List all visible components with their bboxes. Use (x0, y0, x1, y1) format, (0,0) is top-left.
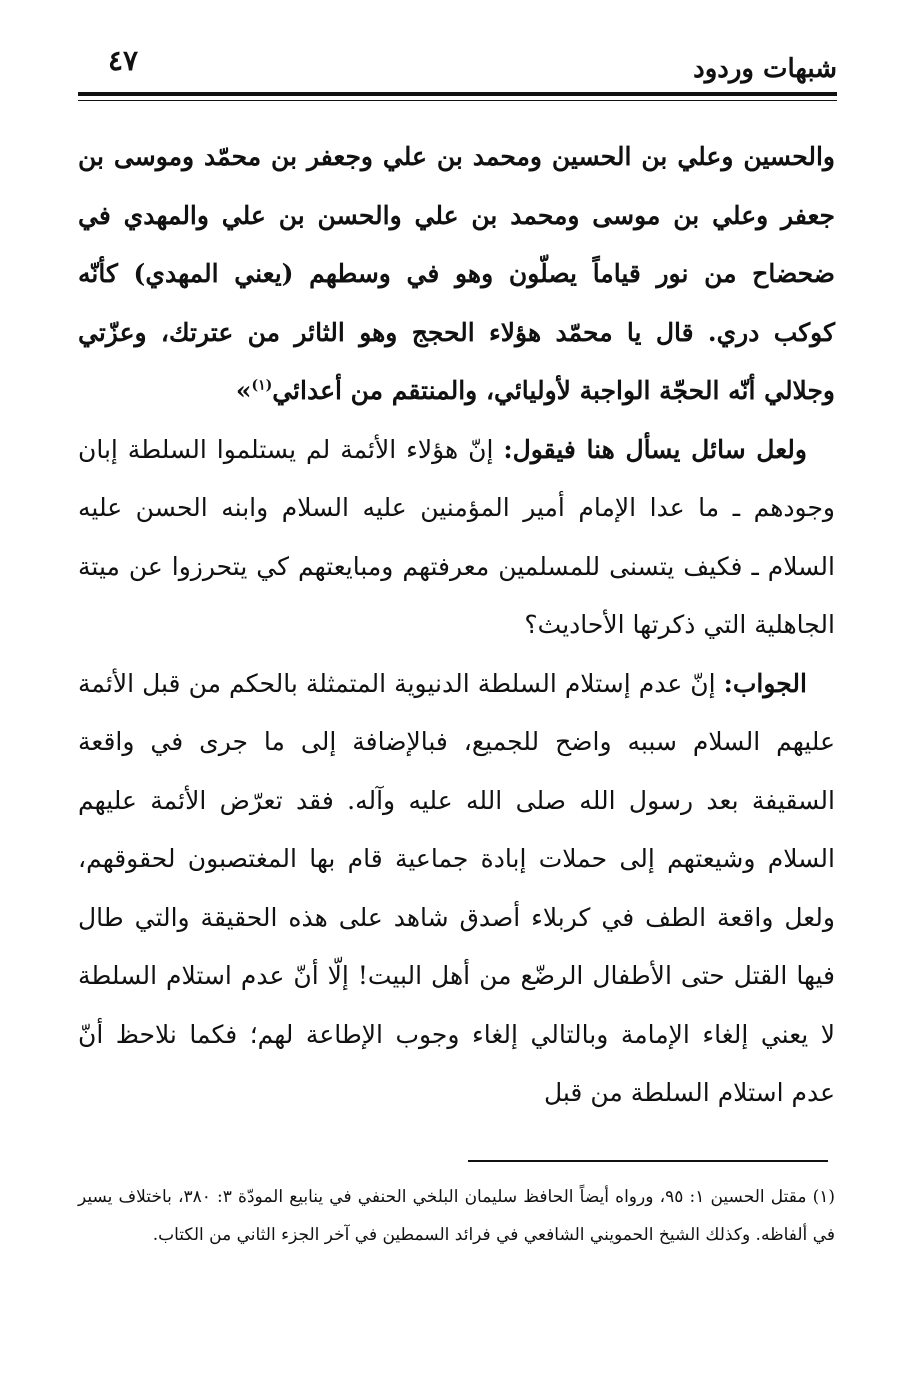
quote-paragraph (78, 128, 835, 421)
answer-lead: الجواب: (723, 668, 807, 698)
answer-text: إنّ عدم إستلام السلطة الدنيوية المتمثلة بالحكم من قبل الأئمة عليهم السلام سببه واضح للجميع، فبالإضافة إلى ما جرى في واقعة السقيفة بعد رسول الله صلى الله عليه وآله. فقد تعرّض الأئمة عليهم السلام وشيعتهم إلى حملات إبادة جماعية قام بها المغتصبون لحقوقهم، ولعل واقعة الطف في كربلاء أصدق شاهد على هذه الحقيقة والتي طال فيها القتل حتى الأطفال الرضّع من أهل البيت! إلّا أنّ عدم استلام السلطة لا يعني إلغاء الإمامة وبالتالي إلغاء وجوب الإطاعة لهم؛ فكما نلاحظ أنّ عدم استلام السلطة من قبل (78, 668, 835, 1107)
footnote-reference: (١) (251, 377, 273, 394)
quote-text: والحسين وعلي بن الحسين ومحمد بن علي وجعفر بن محمّد وموسى بن جعفر وعلي بن موسى ومحمد بن علي والحسن بن علي والمهدي في ضحضاح من نور قياماً يصلّون وهو في وسطهم (يعني المهدي) كأنّه كوكب دري. قال يا محمّد هؤلاء الحجج وهو الثائر من عترتك، وعزّتي وجلالي أنّه الحجّة الواجبة لأوليائي، والمنتقم من أعدائي (78, 142, 835, 405)
answer-paragraph (78, 655, 835, 1123)
footnote-separator (468, 1160, 828, 1162)
running-title: شبهات وردود (693, 54, 837, 84)
question-paragraph (78, 421, 835, 655)
question-text: إنّ هؤلاء الأئمة لم يستلموا السلطة إبان وجودهم ـ ما عدا الإمام أمير المؤمنين عليه السلام وابنه الحسن عليه السلام ـ فكيف يتسنى للمسلمين معرفتهم ومبايعتهم كي يتحرزوا عن ميتة الجاهلية التي ذكرتها الأحاديث؟ (78, 434, 835, 639)
header-rule-thick (78, 92, 837, 96)
header-rule-thin (78, 100, 837, 101)
quote-close-mark: » (235, 376, 252, 405)
page-number: ٤٧ (108, 44, 139, 77)
footnote-1: (١) مقتل الحسين ١: ٩٥، ورواه أيضاً الحافظ سليمان البلخي الحنفي في ينابيع المودّة ٣: ٣٨٠، باختلاف يسير في ألفاظه. وكذلك الشيخ الحمويني الشافعي في فرائد السمطين في آخر الجزء الثاني من الكتاب. (78, 1187, 835, 1245)
page-header (78, 30, 837, 102)
main-text (78, 128, 835, 1123)
question-lead: ولعل سائل يسأل هنا فيقول: (503, 434, 807, 464)
footnotes (78, 1178, 835, 1254)
